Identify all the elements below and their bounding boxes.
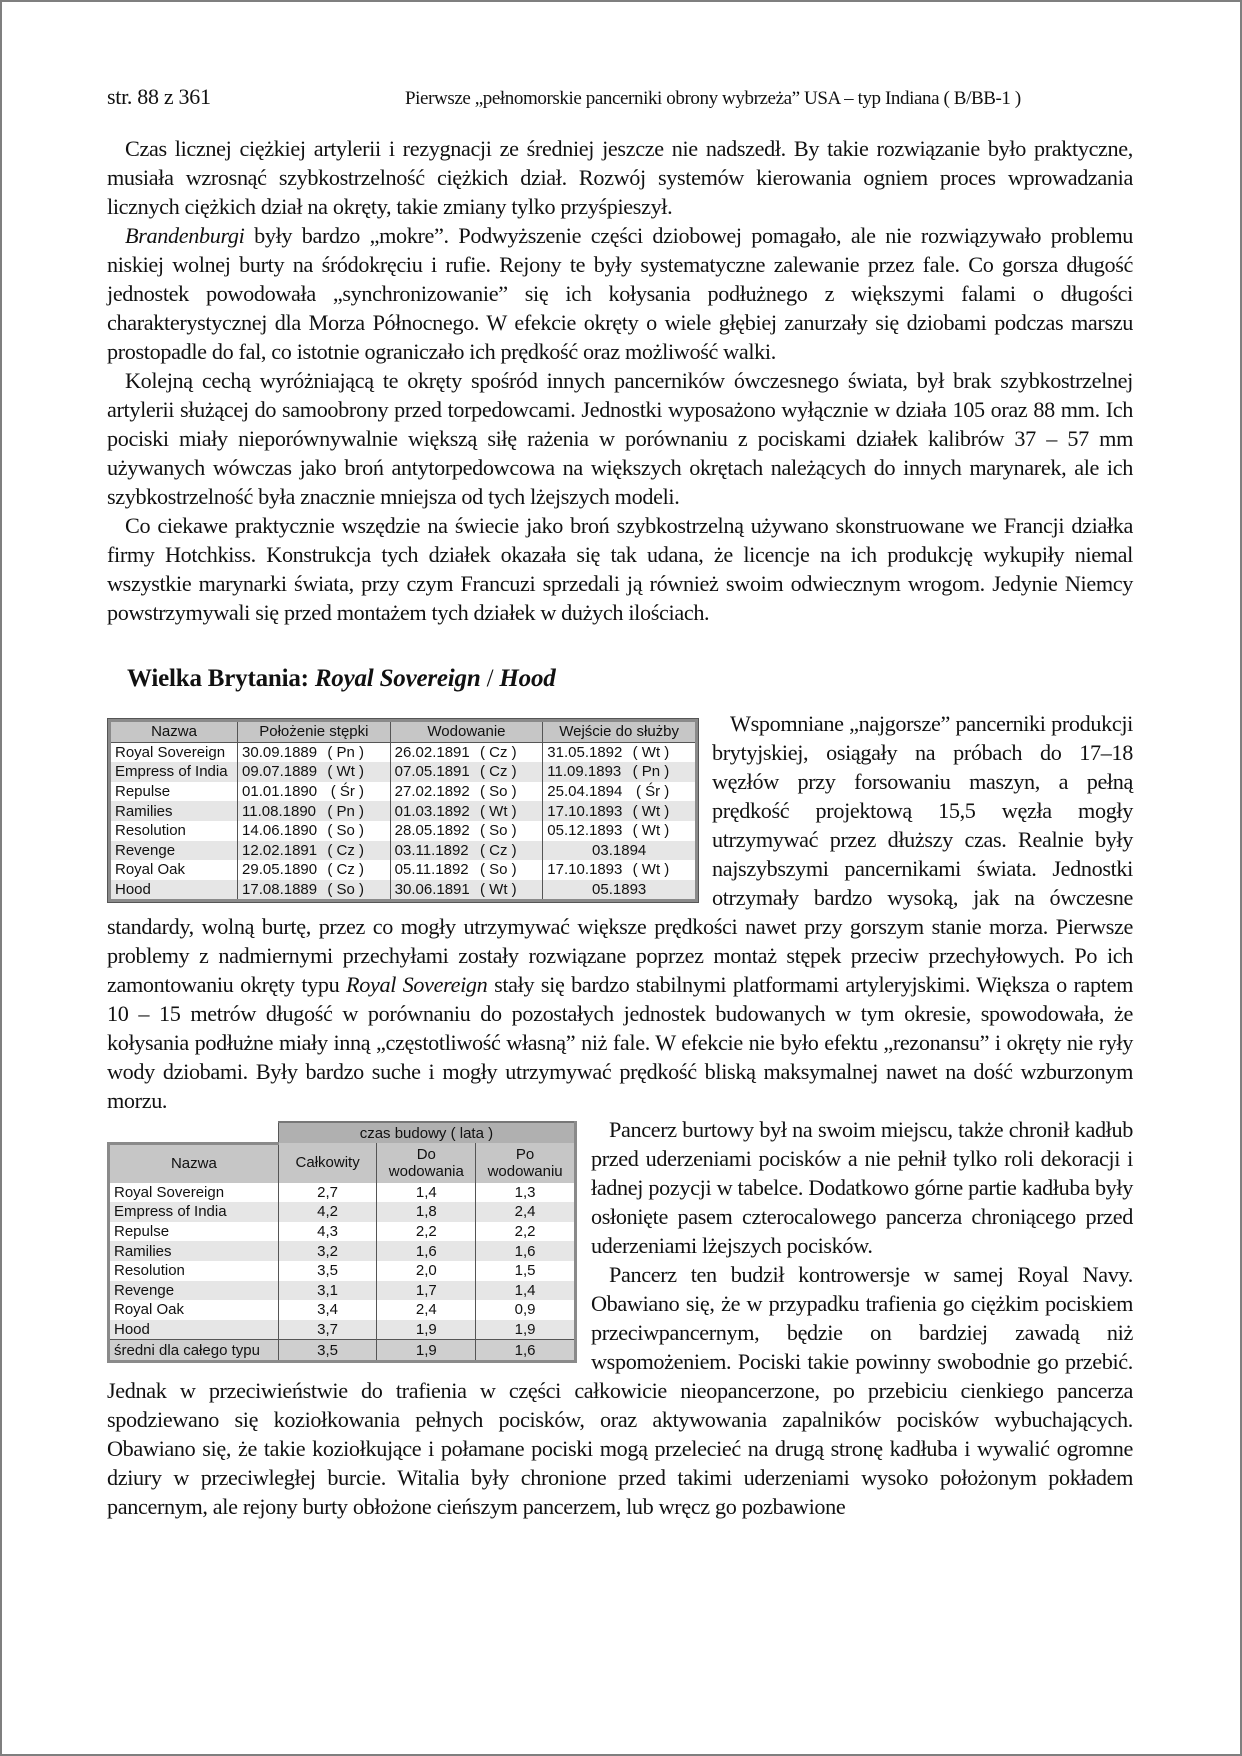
date-value: 01.03.1892 bbox=[394, 802, 470, 820]
header-line: Do bbox=[416, 1145, 436, 1163]
paragraph-text: stały się bardzo stabilnymi platformami artyleryjskimi. Większa o raptem 10 – 15 metrów długość w porównaniu do pozostałych jednostek budowanych w tym okresie, spowodowała, że kołysania podłużne miały inną „częstotliwość własną” niż fale. W efekcie nie było efektu „rezonansu” i okręty nie ryły wody dziobami. Były bardzo suche i mogły utrzymywać prędkość bliską maksymalnej nawet na dość wzburzonym morzu. bbox=[107, 972, 1133, 1113]
italic-term: Royal Sovereign bbox=[346, 972, 488, 997]
weekday-value: ( So ) bbox=[479, 783, 517, 801]
launch-date-cell bbox=[390, 880, 543, 901]
weekday-value: ( Cz ) bbox=[480, 763, 517, 781]
weekday-value: ( Wt ) bbox=[327, 763, 365, 781]
total-years-cell: 3,5 bbox=[278, 1261, 377, 1281]
weekday-value: ( Wt ) bbox=[632, 802, 670, 820]
ship-name-cell: Repulse bbox=[110, 782, 238, 802]
before-launch-years-cell: 1,6 bbox=[377, 1241, 476, 1261]
column-header: Całkowity bbox=[278, 1143, 377, 1183]
table-row bbox=[109, 1300, 576, 1320]
before-launch-years-cell: 2,2 bbox=[377, 1222, 476, 1242]
after-launch-years-cell: 1,3 bbox=[476, 1183, 576, 1203]
total-years-cell: 3,1 bbox=[278, 1281, 377, 1301]
total-years-cell: 3,4 bbox=[278, 1300, 377, 1320]
date-value: 17.10.1893 bbox=[547, 802, 623, 820]
ship-name-cell: Ramilies bbox=[109, 1241, 279, 1261]
after-launch-years-cell: 2,2 bbox=[476, 1222, 576, 1242]
after-launch-years-cell: 1,9 bbox=[476, 1320, 576, 1340]
launch-date-cell bbox=[390, 841, 543, 861]
date-value: 03.11.1892 bbox=[394, 841, 469, 859]
total-years-cell: 3,5 bbox=[278, 1340, 377, 1362]
service-date-cell bbox=[543, 860, 697, 880]
ship-name-cell: Resolution bbox=[109, 1261, 279, 1281]
launch-date-cell bbox=[390, 782, 543, 802]
column-header: Wejście do służby bbox=[543, 721, 697, 743]
before-launch-years-cell: 2,0 bbox=[377, 1261, 476, 1281]
total-years-cell: 3,2 bbox=[278, 1241, 377, 1261]
italic-term: Brandenburgi bbox=[125, 223, 245, 248]
date-value: 05.12.1893 bbox=[547, 822, 623, 840]
keel-date-cell bbox=[238, 801, 391, 821]
heading-ship-name: Hood bbox=[499, 665, 556, 692]
date-value: 26.02.1891 bbox=[394, 743, 470, 761]
table-row bbox=[110, 782, 697, 802]
table-row bbox=[110, 880, 697, 901]
weekday-value: ( Wt ) bbox=[632, 822, 670, 840]
ship-name-cell: Revenge bbox=[109, 1281, 279, 1301]
date-value: 14.06.1890 bbox=[242, 822, 318, 840]
average-label-cell: średni dla całego typu bbox=[109, 1340, 279, 1362]
running-title: Pierwsze „pełnomorskie pancerniki obrony wybrzeża” USA – typ Indiana ( B/BB-1 ) bbox=[405, 88, 1021, 109]
weekday-value: ( Śr ) bbox=[635, 783, 670, 801]
ship-name-cell: Royal Oak bbox=[110, 860, 238, 880]
date-value: 30.06.1891 bbox=[394, 881, 470, 899]
ship-name-cell: Royal Oak bbox=[109, 1300, 279, 1320]
table-row bbox=[109, 1261, 576, 1281]
date-value: 09.07.1889 bbox=[242, 763, 318, 781]
header-line: Po bbox=[515, 1145, 535, 1163]
weekday-value: ( Śr ) bbox=[330, 783, 365, 801]
date-value: 12.02.1891 bbox=[242, 841, 318, 859]
weekday-value: ( Pn ) bbox=[632, 763, 670, 781]
table-group-header-row bbox=[109, 1122, 576, 1143]
launch-date-cell bbox=[390, 860, 543, 880]
weekday-value: ( So ) bbox=[327, 822, 365, 840]
paragraph-text: Wspomniane „najgorsze” pancerniki produkcji brytyjskiej, osiągały na próbach do 17–18 węzłów przy forsowaniu maszyn, a pełną prędkość projektową 15,5 węzła mogły utrzymywać przez dłuższy czas. Realnie były najszybszymi pancernikami świata. Jednostki otrzymały bardzo wysoką, jak na ówczesne standardy, wolną burtę, przez co mogły utrzymywać większe prędkości nawet przy gorszym stanie morza. Pierwsze problemy z nadmiernymi przechyłami zostały rozwiązane poprzez montaż stępek przeciw przechyłowych. Po ich zamontowaniu okręty typu bbox=[107, 711, 1133, 997]
table-row bbox=[110, 801, 697, 821]
keel-date-cell bbox=[238, 782, 391, 802]
table-row bbox=[109, 1281, 576, 1301]
service-date-cell bbox=[543, 742, 697, 762]
paragraph bbox=[107, 366, 1133, 511]
service-date-cell bbox=[543, 782, 697, 802]
weekday-value: ( Pn ) bbox=[327, 802, 365, 820]
after-launch-years-cell: 0,9 bbox=[476, 1300, 576, 1320]
date-value: 05.11.1892 bbox=[394, 861, 469, 879]
page-content bbox=[107, 84, 1133, 1521]
section-heading bbox=[127, 665, 1133, 709]
service-date-cell bbox=[543, 821, 697, 841]
date-value: 17.10.1893 bbox=[547, 861, 623, 879]
weekday-value: ( Wt ) bbox=[480, 802, 517, 820]
launch-date-cell bbox=[390, 742, 543, 762]
launch-date-cell bbox=[390, 801, 543, 821]
date-value: 28.05.1892 bbox=[394, 822, 470, 840]
keel-date-cell bbox=[238, 762, 391, 782]
date-value: 07.05.1891 bbox=[394, 763, 470, 781]
total-years-cell: 2,7 bbox=[278, 1183, 377, 1203]
section-body bbox=[107, 709, 1133, 1521]
service-date-cell: 05.1893 bbox=[543, 880, 697, 901]
table-row bbox=[110, 821, 697, 841]
ship-name-cell: Royal Sovereign bbox=[109, 1183, 279, 1203]
date-value: 17.08.1889 bbox=[242, 881, 318, 899]
keel-date-cell bbox=[238, 841, 391, 861]
build-time-table-wrapper bbox=[107, 1121, 577, 1363]
column-header bbox=[476, 1143, 576, 1183]
ship-name-cell: Empress of India bbox=[109, 1202, 279, 1222]
date-value: 31.05.1892 bbox=[547, 743, 623, 761]
table-header-row bbox=[109, 1143, 576, 1183]
service-date-cell bbox=[543, 801, 697, 821]
before-launch-years-cell: 1,9 bbox=[377, 1340, 476, 1362]
ship-name-cell: Resolution bbox=[110, 821, 238, 841]
group-header: czas budowy ( lata ) bbox=[278, 1122, 575, 1143]
column-header bbox=[377, 1143, 476, 1183]
table-row bbox=[109, 1183, 576, 1203]
total-years-cell: 4,2 bbox=[278, 1202, 377, 1222]
paragraph-text: były bardzo „mokre”. Podwyższenie części dziobowej pomagało, ale nie rozwiązywało problemu niskiej wolnej burty na śródokręciu i rufie. Rejony te były systematyczne zalewanie przez fale. Co gorsza długość jednostek powodowała „synchronizowanie” się ich kołysania podłużnego z większymi falami o długości charakterystycznej dla Morza Północnego. W efekcie okręty o wiele głębiej zanurzały się dziobami podczas marszu prostopadle do fal, co istotnie ograniczało ich prędkość oraz możliwość walki. bbox=[107, 223, 1133, 364]
before-launch-years-cell: 1,9 bbox=[377, 1320, 476, 1340]
weekday-value: ( Cz ) bbox=[480, 841, 517, 859]
column-header: Nazwa bbox=[110, 721, 238, 743]
weekday-value: ( Cz ) bbox=[480, 743, 517, 761]
column-header: Położenie stępki bbox=[238, 721, 391, 743]
paragraph-text: Pancerz burtowy był na swoim miejscu, także chronił kadłub przed uderzeniami pocisków a nie pełnił tylko roli dekoracji i ładnej pozycji w tabelce. Dodatkowo górne partie kadłuba były osłonięte pasem czterocalowego pancerza chroniącego przed uderzeniami lżejszych pocisków. bbox=[591, 1117, 1133, 1258]
table-row bbox=[109, 1241, 576, 1261]
ship-name-cell: Royal Sovereign bbox=[110, 742, 238, 762]
before-launch-years-cell: 1,8 bbox=[377, 1202, 476, 1222]
dates-table bbox=[108, 719, 698, 902]
ship-name-cell: Empress of India bbox=[110, 762, 238, 782]
launch-date-cell bbox=[390, 821, 543, 841]
date-value: 30.09.1889 bbox=[242, 743, 318, 761]
ship-name-cell: Hood bbox=[109, 1320, 279, 1340]
date-value: 11.09.1893 bbox=[547, 763, 622, 781]
table-row bbox=[109, 1202, 576, 1222]
header-line: wodowania bbox=[388, 1162, 464, 1180]
ship-name-cell: Ramilies bbox=[110, 801, 238, 821]
empty-corner bbox=[109, 1122, 279, 1143]
header-line: wodowaniu bbox=[487, 1162, 563, 1180]
column-header: Wodowanie bbox=[390, 721, 543, 743]
weekday-value: ( So ) bbox=[327, 881, 365, 899]
table-row bbox=[110, 742, 697, 762]
service-date-cell: 03.1894 bbox=[543, 841, 697, 861]
table-row bbox=[110, 860, 697, 880]
total-years-cell: 3,7 bbox=[278, 1320, 377, 1340]
service-date-cell bbox=[543, 762, 697, 782]
ship-name-cell: Revenge bbox=[110, 841, 238, 861]
paragraph bbox=[107, 134, 1133, 221]
weekday-value: ( Wt ) bbox=[480, 881, 517, 899]
page-header bbox=[107, 84, 1133, 118]
after-launch-years-cell: 2,4 bbox=[476, 1202, 576, 1222]
column-header: Nazwa bbox=[109, 1143, 279, 1183]
table-row bbox=[109, 1320, 576, 1340]
weekday-value: ( So ) bbox=[479, 861, 517, 879]
heading-ship-class: Royal Sovereign bbox=[314, 665, 481, 692]
keel-date-cell bbox=[238, 860, 391, 880]
after-launch-years-cell: 1,6 bbox=[476, 1340, 576, 1362]
paragraph bbox=[107, 511, 1133, 627]
average-row bbox=[109, 1340, 576, 1362]
ship-name-cell: Repulse bbox=[109, 1222, 279, 1242]
keel-date-cell bbox=[238, 821, 391, 841]
table-header-row bbox=[110, 721, 697, 743]
date-value: 25.04.1894 bbox=[547, 783, 623, 801]
after-launch-years-cell: 1,6 bbox=[476, 1241, 576, 1261]
launch-date-cell bbox=[390, 762, 543, 782]
weekday-value: ( So ) bbox=[479, 822, 517, 840]
ship-name-cell: Hood bbox=[110, 880, 238, 901]
weekday-value: ( Cz ) bbox=[327, 861, 365, 879]
weekday-value: ( Wt ) bbox=[632, 743, 670, 761]
paragraph-text: Czas licznej ciężkiej artylerii i rezygnacji ze średniej jeszcze nie nadszedł. By takie rozwiązanie było praktyczne, musiała wzrosnąć szybkostrzelność ciężkich dział. Rozwój systemów kierowania ogniem proces wprowadzania licznych ciężkich dział na okręty, takie zmiany tylko przyśpieszył. bbox=[107, 136, 1133, 219]
weekday-value: ( Pn ) bbox=[327, 743, 365, 761]
after-launch-years-cell: 1,5 bbox=[476, 1261, 576, 1281]
heading-separator: / bbox=[480, 665, 500, 692]
date-value: 29.05.1890 bbox=[242, 861, 318, 879]
table-row bbox=[110, 762, 697, 782]
date-value: 11.08.1890 bbox=[242, 802, 317, 820]
heading-text: Wielka Brytania: bbox=[127, 665, 315, 692]
table-row bbox=[109, 1222, 576, 1242]
before-launch-years-cell: 1,7 bbox=[377, 1281, 476, 1301]
build-time-table bbox=[107, 1121, 577, 1363]
paragraph-text: Co ciekawe praktycznie wszędzie na świecie jako broń szybkostrzelną używano skonstruowane we Francji działka firmy Hotchkiss. Konstrukcja tych działek okazała się tak udana, że licencje na ich produkcję wykupiły niemal wszystkie marynarki świata, przy czym Francuzi sprzedali ją również swoim odwiecznym wrogom. Jedynie Niemcy powstrzymywali się przed montażem tych działek w dużych ilościach. bbox=[107, 513, 1133, 625]
date-value: 27.02.1892 bbox=[394, 783, 470, 801]
before-launch-years-cell: 2,4 bbox=[377, 1300, 476, 1320]
after-launch-years-cell: 1,4 bbox=[476, 1281, 576, 1301]
before-launch-years-cell: 1,4 bbox=[377, 1183, 476, 1203]
keel-date-cell bbox=[238, 880, 391, 901]
paragraph-text: Pancerz ten budził kontrowersje w samej Royal Navy. Obawiano się, że w przypadku trafienia go ciężkim pociskiem przeciwpancernym, będzie on bardziej zawadą niż wspomożeniem. Pociski takie powinny swobodnie go przebić. Jednak w przeciwieństwie do trafienia w części całkowicie nieopancerzone, po przebiciu cienkiego pancerza spodziewano się koziołkowania pełnych pocisków, oraz aktywowania zapalników pocisków wybuchających. Obawiano się, że takie koziołkujące i połamane pociski mogą przelecieć na drugą stronę kadłuba i wywalić ogromne dziury w przeciwległej burcie. Witalia były chronione przed takimi uderzeniami wysoko położonym pokładem pancernym, ale rejony burty obłożone cieńszym pancerzem, lub wręcz go pozbawione bbox=[107, 1262, 1133, 1519]
paragraph-text: Kolejną cechą wyróżniającą te okręty spośród innych pancerników ówczesnego świata, był brak szybkostrzelnej artylerii służącej do samoobrony przed torpedowcami. Jednostki wyposażono wyłącznie w działa 105 oraz 88 mm. Ich pociski miały nieporównywalnie większą siłę rażenia w porównaniu z pociskami działek kalibrów 37 – 57 mm używanych wówczas jako broń antytorpedowcowa na większych okrętach należących do innych marynarek, ale ich szybkostrzelność była znacznie mniejsza od tych lżejszych modeli. bbox=[107, 368, 1133, 509]
keel-date-cell bbox=[238, 742, 391, 762]
date-value: 01.01.1890 bbox=[242, 783, 318, 801]
total-years-cell: 4,3 bbox=[278, 1222, 377, 1242]
weekday-value: ( Wt ) bbox=[632, 861, 670, 879]
table-row bbox=[110, 841, 697, 861]
page-number: str. 88 z 361 bbox=[107, 84, 211, 109]
weekday-value: ( Cz ) bbox=[327, 841, 365, 859]
paragraph bbox=[107, 221, 1133, 366]
